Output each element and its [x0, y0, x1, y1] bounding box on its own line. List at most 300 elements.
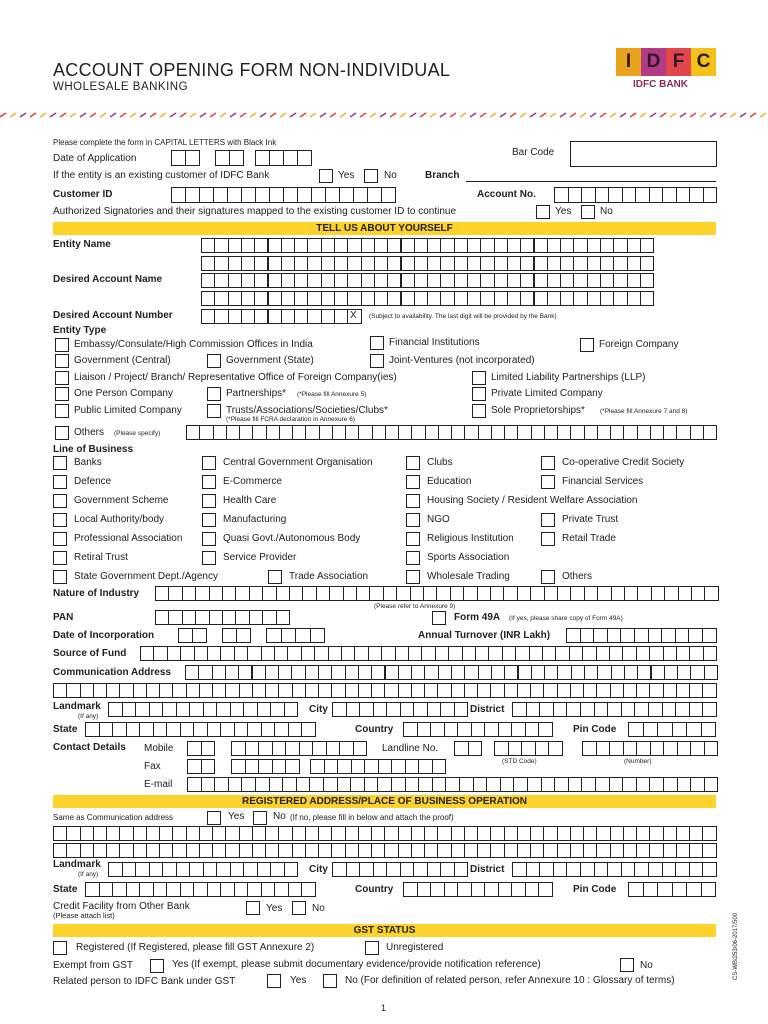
char-cell[interactable]: [649, 777, 664, 792]
char-cell[interactable]: [135, 702, 150, 717]
char-cell[interactable]: [331, 665, 345, 680]
mobile-prefix[interactable]: [187, 741, 215, 756]
char-cell[interactable]: [310, 628, 326, 643]
char-cell[interactable]: [454, 741, 469, 756]
gst-exempt-yes-checkbox[interactable]: [150, 959, 164, 973]
char-cell[interactable]: [437, 826, 451, 841]
char-cell[interactable]: [417, 882, 432, 897]
char-cell[interactable]: [254, 309, 268, 324]
char-cell[interactable]: [274, 646, 288, 661]
landline-number[interactable]: [582, 741, 718, 756]
lob-checkbox[interactable]: [406, 456, 420, 470]
reg-landmark-field[interactable]: [108, 862, 298, 877]
char-cell[interactable]: [159, 843, 173, 858]
char-cell[interactable]: [337, 777, 352, 792]
char-cell[interactable]: [119, 826, 133, 841]
char-cell[interactable]: [403, 722, 418, 737]
char-cell[interactable]: [417, 722, 432, 737]
char-cell[interactable]: [494, 273, 508, 288]
char-cell[interactable]: [133, 683, 147, 698]
lob-checkbox[interactable]: [53, 513, 67, 527]
char-cell[interactable]: [418, 759, 433, 774]
country-field[interactable]: [403, 722, 553, 737]
char-cell[interactable]: [297, 187, 312, 203]
char-cell[interactable]: [285, 741, 300, 756]
char-cell[interactable]: [484, 722, 499, 737]
char-cell[interactable]: [557, 586, 571, 601]
char-cell[interactable]: [464, 425, 478, 440]
char-cell[interactable]: [530, 843, 544, 858]
char-cell[interactable]: [491, 665, 505, 680]
char-cell[interactable]: [424, 826, 438, 841]
char-cell[interactable]: [247, 722, 262, 737]
char-cell[interactable]: [542, 646, 556, 661]
char-cell[interactable]: [511, 722, 526, 737]
char-cell[interactable]: [648, 702, 663, 717]
char-cell[interactable]: [539, 862, 554, 877]
char-cell[interactable]: [521, 741, 536, 756]
char-cell[interactable]: [369, 586, 383, 601]
char-cell[interactable]: [534, 238, 548, 253]
char-cell[interactable]: [539, 702, 554, 717]
char-cell[interactable]: [328, 646, 342, 661]
char-cell[interactable]: [548, 741, 563, 756]
entity-sole-checkbox[interactable]: [472, 404, 486, 418]
char-cell[interactable]: [305, 683, 319, 698]
char-cell[interactable]: [228, 777, 243, 792]
char-cell[interactable]: [595, 777, 610, 792]
char-cell[interactable]: [580, 702, 595, 717]
char-cell[interactable]: [547, 291, 561, 306]
char-cell[interactable]: [624, 665, 638, 680]
char-cell[interactable]: [268, 238, 282, 253]
char-cell[interactable]: [686, 882, 702, 897]
char-cell[interactable]: [504, 843, 518, 858]
char-cell[interactable]: [486, 777, 501, 792]
char-cell[interactable]: [373, 702, 388, 717]
fax-prefix[interactable]: [187, 759, 215, 774]
char-cell[interactable]: [451, 826, 465, 841]
char-cell[interactable]: [677, 665, 691, 680]
char-cell[interactable]: [270, 862, 285, 877]
char-cell[interactable]: [427, 256, 441, 271]
char-cell[interactable]: [566, 862, 581, 877]
char-cell[interactable]: [227, 187, 242, 203]
char-cell[interactable]: [689, 646, 703, 661]
char-cell[interactable]: [294, 291, 308, 306]
char-cell[interactable]: [99, 882, 114, 897]
char-cell[interactable]: [112, 882, 127, 897]
char-cell[interactable]: [187, 741, 202, 756]
char-cell[interactable]: [358, 425, 372, 440]
char-cell[interactable]: [651, 586, 665, 601]
char-cell[interactable]: [318, 665, 332, 680]
char-cell[interactable]: [228, 256, 242, 271]
char-cell[interactable]: [258, 759, 273, 774]
char-cell[interactable]: [153, 646, 167, 661]
char-cell[interactable]: [307, 238, 321, 253]
char-cell[interactable]: [108, 702, 123, 717]
char-cell[interactable]: [283, 150, 298, 166]
char-cell[interactable]: [236, 628, 251, 643]
char-cell[interactable]: [80, 843, 94, 858]
char-cell[interactable]: [358, 683, 372, 698]
char-cell[interactable]: [203, 702, 218, 717]
char-cell[interactable]: [531, 425, 545, 440]
char-cell[interactable]: [538, 722, 553, 737]
lob-checkbox[interactable]: [406, 551, 420, 565]
char-cell[interactable]: [207, 882, 222, 897]
char-cell[interactable]: [254, 273, 268, 288]
char-cell[interactable]: [307, 291, 321, 306]
char-cell[interactable]: [597, 586, 611, 601]
char-cell[interactable]: [587, 273, 601, 288]
char-cell[interactable]: [494, 256, 508, 271]
char-cell[interactable]: [484, 882, 499, 897]
char-cell[interactable]: [689, 187, 704, 203]
char-cell[interactable]: [467, 256, 481, 271]
char-cell[interactable]: [517, 843, 531, 858]
char-cell[interactable]: [198, 665, 212, 680]
char-cell[interactable]: [220, 882, 235, 897]
char-cell[interactable]: [265, 665, 279, 680]
char-cell[interactable]: [445, 777, 460, 792]
char-cell[interactable]: [596, 741, 611, 756]
char-cell[interactable]: [649, 826, 663, 841]
char-cell[interactable]: [663, 777, 678, 792]
char-cell[interactable]: [430, 722, 445, 737]
char-cell[interactable]: [702, 702, 717, 717]
char-cell[interactable]: [454, 256, 468, 271]
char-cell[interactable]: [570, 826, 584, 841]
char-cell[interactable]: [172, 826, 186, 841]
char-cell[interactable]: [520, 256, 534, 271]
char-cell[interactable]: [526, 862, 541, 877]
char-cell[interactable]: [418, 777, 433, 792]
char-cell[interactable]: [490, 586, 504, 601]
char-cell[interactable]: [297, 150, 312, 166]
char-cell[interactable]: [607, 862, 622, 877]
char-cell[interactable]: [411, 826, 425, 841]
char-cell[interactable]: [678, 586, 692, 601]
char-cell[interactable]: [504, 826, 518, 841]
char-cell[interactable]: [637, 665, 651, 680]
char-cell[interactable]: [331, 843, 345, 858]
char-cell[interactable]: [387, 256, 401, 271]
char-cell[interactable]: [381, 187, 396, 203]
char-cell[interactable]: [395, 646, 409, 661]
lob-checkbox[interactable]: [53, 532, 67, 546]
char-cell[interactable]: [401, 238, 415, 253]
char-cell[interactable]: [662, 187, 677, 203]
char-cell[interactable]: [305, 665, 319, 680]
char-cell[interactable]: [475, 646, 489, 661]
char-cell[interactable]: [675, 862, 690, 877]
char-cell[interactable]: [643, 722, 659, 737]
lob-checkbox[interactable]: [202, 513, 216, 527]
char-cell[interactable]: [307, 309, 321, 324]
char-cell[interactable]: [444, 882, 459, 897]
char-cell[interactable]: [159, 683, 173, 698]
char-cell[interactable]: [201, 291, 215, 306]
char-cell[interactable]: [155, 586, 169, 601]
char-cell[interactable]: [600, 256, 614, 271]
char-cell[interactable]: [343, 586, 357, 601]
char-cell[interactable]: [201, 777, 216, 792]
char-cell[interactable]: [374, 273, 388, 288]
char-cell[interactable]: [214, 777, 229, 792]
char-cell[interactable]: [675, 702, 690, 717]
char-cell[interactable]: [314, 646, 328, 661]
char-cell[interactable]: [544, 665, 558, 680]
char-cell[interactable]: [424, 665, 438, 680]
gst-registered-checkbox[interactable]: [53, 941, 67, 955]
char-cell[interactable]: [272, 759, 287, 774]
char-cell[interactable]: [185, 187, 200, 203]
char-cell[interactable]: [593, 628, 608, 643]
char-cell[interactable]: [331, 826, 345, 841]
char-cell[interactable]: [468, 741, 483, 756]
char-cell[interactable]: [504, 683, 518, 698]
char-cell[interactable]: [167, 646, 181, 661]
comm-addr-row2[interactable]: [53, 683, 717, 698]
char-cell[interactable]: [201, 741, 216, 756]
char-cell[interactable]: [347, 238, 361, 253]
char-cell[interactable]: [226, 425, 240, 440]
char-cell[interactable]: [500, 777, 515, 792]
lob-checkbox[interactable]: [53, 551, 67, 565]
char-cell[interactable]: [649, 187, 664, 203]
char-cell[interactable]: [139, 722, 154, 737]
char-cell[interactable]: [430, 882, 445, 897]
char-cell[interactable]: [640, 256, 654, 271]
char-cell[interactable]: [547, 273, 561, 288]
char-cell[interactable]: [305, 425, 319, 440]
char-cell[interactable]: [566, 628, 581, 643]
char-cell[interactable]: [560, 238, 574, 253]
char-cell[interactable]: [364, 777, 379, 792]
char-cell[interactable]: [66, 826, 80, 841]
char-cell[interactable]: [189, 862, 204, 877]
char-cell[interactable]: [600, 238, 614, 253]
char-cell[interactable]: [451, 843, 465, 858]
char-cell[interactable]: [623, 826, 637, 841]
char-cell[interactable]: [504, 425, 518, 440]
char-cell[interactable]: [243, 702, 258, 717]
char-cell[interactable]: [266, 425, 280, 440]
char-cell[interactable]: [703, 425, 717, 440]
char-cell[interactable]: [351, 759, 366, 774]
char-cell[interactable]: [347, 256, 361, 271]
char-cell[interactable]: [689, 826, 703, 841]
char-cell[interactable]: [610, 683, 624, 698]
char-cell[interactable]: [353, 741, 368, 756]
char-cell[interactable]: [517, 586, 531, 601]
char-cell[interactable]: [139, 882, 154, 897]
char-cell[interactable]: [530, 826, 544, 841]
char-cell[interactable]: [238, 665, 252, 680]
char-cell[interactable]: [135, 862, 150, 877]
char-cell[interactable]: [80, 683, 94, 698]
char-cell[interactable]: [543, 683, 557, 698]
entity-trusts-checkbox[interactable]: [207, 404, 221, 418]
comm-addr-row1[interactable]: [185, 665, 718, 680]
char-cell[interactable]: [162, 702, 177, 717]
char-cell[interactable]: [356, 586, 370, 601]
char-cell[interactable]: [295, 628, 311, 643]
entity-opc-checkbox[interactable]: [55, 387, 69, 401]
char-cell[interactable]: [159, 826, 173, 841]
gst-related-no-checkbox[interactable]: [323, 974, 337, 988]
char-cell[interactable]: [477, 826, 491, 841]
incorp-month[interactable]: [222, 628, 251, 643]
char-cell[interactable]: [254, 291, 268, 306]
city-field[interactable]: [332, 702, 468, 717]
char-cell[interactable]: [649, 646, 663, 661]
char-cell[interactable]: [571, 665, 585, 680]
reg-addr-row1[interactable]: [53, 826, 717, 841]
entity-pvt-ltd-checkbox[interactable]: [472, 387, 486, 401]
char-cell[interactable]: [596, 826, 610, 841]
char-cell[interactable]: [265, 843, 279, 858]
char-cell[interactable]: [517, 683, 531, 698]
nature-field[interactable]: [155, 586, 719, 601]
char-cell[interactable]: [398, 843, 412, 858]
char-cell[interactable]: [405, 759, 420, 774]
char-cell[interactable]: [701, 882, 717, 897]
char-cell[interactable]: [544, 586, 558, 601]
char-cell[interactable]: [398, 826, 412, 841]
char-cell[interactable]: [207, 646, 221, 661]
char-cell[interactable]: [310, 759, 325, 774]
char-cell[interactable]: [374, 238, 388, 253]
char-cell[interactable]: [410, 586, 424, 601]
char-cell[interactable]: [624, 586, 638, 601]
char-cell[interactable]: [239, 425, 253, 440]
char-cell[interactable]: [359, 702, 374, 717]
char-cell[interactable]: [214, 256, 228, 271]
char-cell[interactable]: [385, 665, 399, 680]
char-cell[interactable]: [609, 741, 624, 756]
char-cell[interactable]: [85, 882, 100, 897]
char-cell[interactable]: [583, 826, 597, 841]
char-cell[interactable]: [119, 843, 133, 858]
char-cell[interactable]: [636, 826, 650, 841]
char-cell[interactable]: [451, 683, 465, 698]
char-cell[interactable]: [560, 273, 574, 288]
char-cell[interactable]: [535, 741, 550, 756]
char-cell[interactable]: [526, 702, 541, 717]
entity-others-field[interactable]: [186, 425, 717, 440]
char-cell[interactable]: [229, 150, 244, 166]
char-cell[interactable]: [689, 702, 704, 717]
char-cell[interactable]: [225, 826, 239, 841]
char-cell[interactable]: [186, 683, 200, 698]
char-cell[interactable]: [265, 683, 279, 698]
char-cell[interactable]: [334, 256, 348, 271]
char-cell[interactable]: [702, 862, 717, 877]
landline-std[interactable]: [494, 741, 563, 756]
char-cell[interactable]: [332, 702, 347, 717]
char-cell[interactable]: [228, 238, 242, 253]
char-cell[interactable]: [547, 238, 561, 253]
char-cell[interactable]: [570, 683, 584, 698]
char-cell[interactable]: [637, 586, 651, 601]
char-cell[interactable]: [628, 722, 644, 737]
entity-public-ltd-checkbox[interactable]: [55, 404, 69, 418]
char-cell[interactable]: [627, 256, 641, 271]
char-cell[interactable]: [201, 238, 215, 253]
char-cell[interactable]: [518, 665, 532, 680]
char-cell[interactable]: [621, 862, 636, 877]
char-cell[interactable]: [544, 425, 558, 440]
char-cell[interactable]: [372, 425, 386, 440]
char-cell[interactable]: [457, 882, 472, 897]
char-cell[interactable]: [214, 238, 228, 253]
char-cell[interactable]: [391, 777, 406, 792]
char-cell[interactable]: [262, 586, 276, 601]
char-cell[interactable]: [511, 882, 526, 897]
char-cell[interactable]: [241, 291, 255, 306]
char-cell[interactable]: [331, 683, 345, 698]
char-cell[interactable]: [172, 683, 186, 698]
char-cell[interactable]: [573, 273, 587, 288]
char-cell[interactable]: [622, 187, 637, 203]
char-cell[interactable]: [400, 862, 415, 877]
char-cell[interactable]: [239, 843, 253, 858]
char-cell[interactable]: [252, 665, 266, 680]
char-cell[interactable]: [329, 586, 343, 601]
char-cell[interactable]: [464, 683, 478, 698]
char-cell[interactable]: [467, 238, 481, 253]
char-cell[interactable]: [608, 187, 623, 203]
char-cell[interactable]: [381, 646, 395, 661]
char-cell[interactable]: [241, 273, 255, 288]
landmark-field[interactable]: [108, 702, 298, 717]
char-cell[interactable]: [424, 843, 438, 858]
lob-checkbox[interactable]: [53, 475, 67, 489]
char-cell[interactable]: [172, 843, 186, 858]
char-cell[interactable]: [283, 187, 298, 203]
char-cell[interactable]: [553, 862, 568, 877]
char-cell[interactable]: [199, 683, 213, 698]
char-cell[interactable]: [345, 683, 359, 698]
char-cell[interactable]: [634, 702, 649, 717]
char-cell[interactable]: [212, 683, 226, 698]
char-cell[interactable]: [584, 425, 598, 440]
char-cell[interactable]: [270, 702, 285, 717]
char-cell[interactable]: [255, 187, 270, 203]
char-cell[interactable]: [663, 646, 677, 661]
char-cell[interactable]: [387, 238, 401, 253]
char-cell[interactable]: [568, 187, 583, 203]
char-cell[interactable]: [176, 862, 191, 877]
char-cell[interactable]: [289, 586, 303, 601]
char-cell[interactable]: [311, 187, 326, 203]
char-cell[interactable]: [316, 586, 330, 601]
char-cell[interactable]: [423, 586, 437, 601]
entity-fi-checkbox[interactable]: [370, 336, 384, 350]
char-cell[interactable]: [450, 586, 464, 601]
char-cell[interactable]: [245, 741, 260, 756]
char-cell[interactable]: [676, 646, 690, 661]
lob-checkbox[interactable]: [202, 532, 216, 546]
char-cell[interactable]: [189, 702, 204, 717]
char-cell[interactable]: [427, 238, 441, 253]
char-cell[interactable]: [318, 683, 332, 698]
char-cell[interactable]: [241, 309, 255, 324]
char-cell[interactable]: [214, 309, 228, 324]
